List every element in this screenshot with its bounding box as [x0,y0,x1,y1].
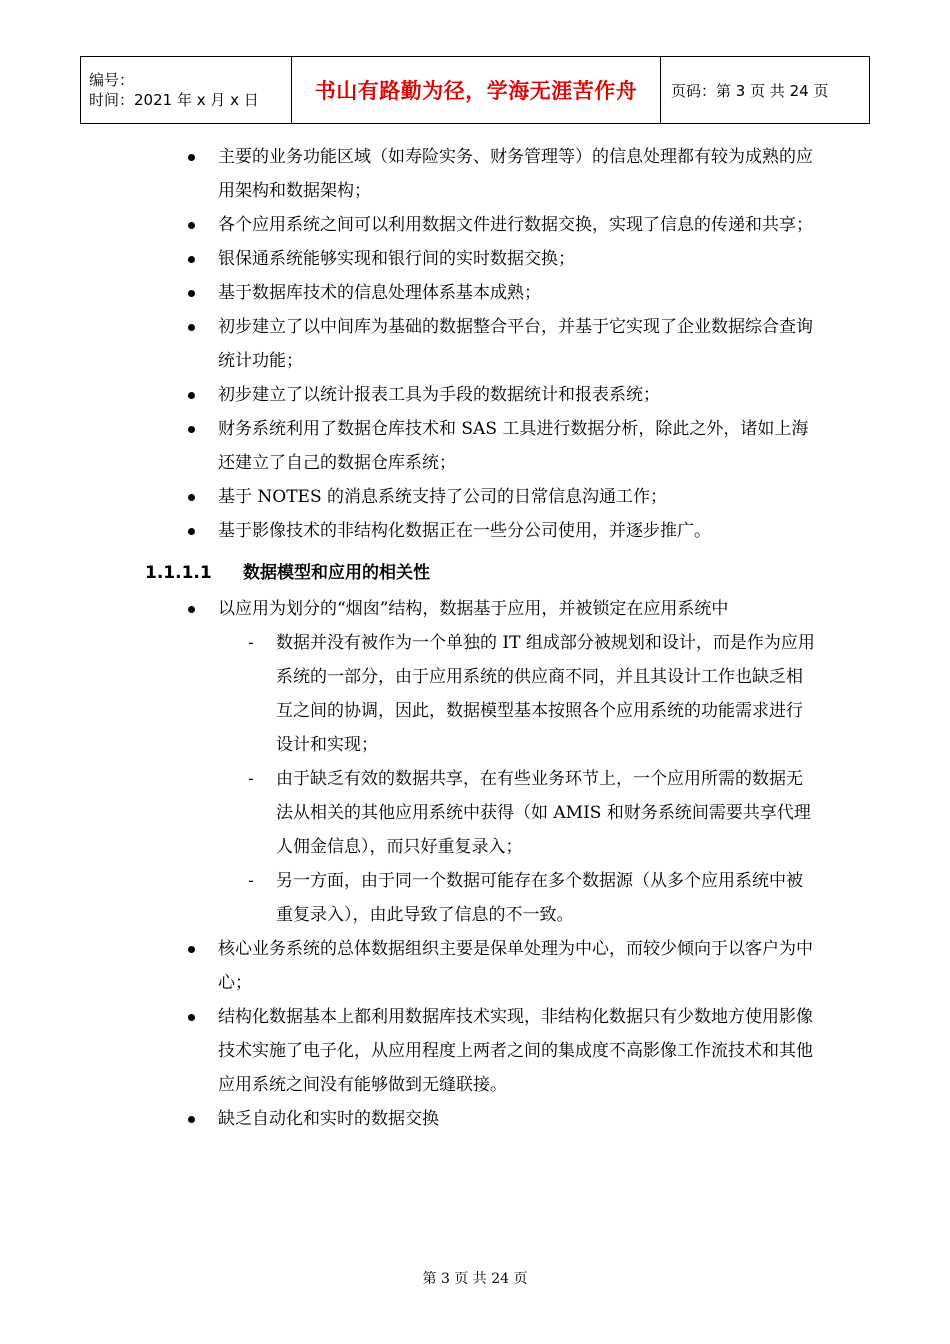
bullet-icon [188,946,195,953]
list-item [248,762,816,864]
bullet-icon [188,606,195,613]
dash-list [0,626,950,932]
bullet-icon [188,1116,195,1123]
list-item-text: 缺乏自动化和实时的数据交换 [218,1109,439,1129]
section-heading [145,556,950,590]
bullet-icon [188,256,195,263]
section-title: 数据模型和应用的相关性 [243,563,430,583]
dash-mark: - [248,871,254,891]
list-item-text: 主要的业务功能区域（如寿险实务、财务管理等）的信息处理都有较为成熟的应用架构和数据架构； [218,147,813,201]
list-item [218,310,818,378]
list-item [218,276,818,310]
list-item [218,412,818,480]
bullet-icon [188,494,195,501]
header-page-info: 页码：第 3 页 共 24 页 [661,57,870,124]
list-item [218,932,818,1000]
list-item-text: 基于影像技术的非结构化数据正在一些分公司使用，并逐步推广。 [218,521,711,541]
list-item-text: 以应用为划分的“烟囱”结构，数据基于应用，并被锁定在应用系统中 [218,599,729,619]
list-item [218,242,818,276]
dash-mark: - [248,769,254,789]
header-motto: 书山有路勤为径，学海无涯苦作舟 [292,57,661,124]
header-meta [81,57,292,124]
list-item-text: 核心业务系统的总体数据组织主要是保单处理为中心，而较少倾向于以客户为中心； [218,939,813,993]
bullet-icon [188,528,195,535]
page-footer: 第 3 页 共 24 页 [422,1271,528,1287]
page-header [80,56,870,124]
time-label: 时间：2021 年 x 月 x 日 [89,91,259,109]
list-item [218,208,818,242]
bullet-icon [188,392,195,399]
document-body [0,140,950,1136]
list-item-text: 初步建立了以中间库为基础的数据整合平台，并基于它实现了企业数据综合查询统计功能； [218,317,813,371]
list-item [218,1102,818,1136]
bullet-icon [188,426,195,433]
bullet-list-bottom [0,932,950,1136]
bullet-icon [188,1014,195,1021]
list-item-text: 由于缺乏有效的数据共享，在有些业务环节上，一个应用所需的数据无法从相关的其他应用系统中获得（如 AMIS 和财务系统间需要共享代理人佣金信息），而只好重复录入； [276,769,811,857]
list-item-text: 基于 NOTES 的消息系统支持了公司的日常信息沟通工作； [218,487,668,507]
list-item [218,378,818,412]
bullet-list-top [0,140,950,548]
list-item [218,480,818,514]
section-number: 1.1.1.1 [145,563,212,583]
bullet-icon [188,154,195,161]
list-item [218,514,818,548]
list-item-text: 基于数据库技术的信息处理体系基本成熟； [218,283,541,303]
list-item-text: 各个应用系统之间可以利用数据文件进行数据交换，实现了信息的传递和共享； [218,215,813,235]
dash-mark: - [248,633,254,653]
list-item [218,140,818,208]
list-item [218,592,818,626]
list-item [248,864,816,932]
list-item [248,626,816,762]
list-item-text: 另一方面，由于同一个数据可能存在多个数据源（从多个应用系统中被重复录入），由此导致了信息的不一致。 [276,871,803,925]
list-item-text: 银保通系统能够实现和银行间的实时数据交换； [218,249,575,269]
bullet-icon [188,324,195,331]
list-item-text: 财务系统利用了数据仓库技术和 SAS 工具进行数据分析，除此之外，诸如上海还建立了自己的数据仓库系统； [218,419,809,473]
bullet-icon [188,222,195,229]
number-label: 编号： [89,71,135,89]
list-item-text: 数据并没有被作为一个单独的 IT 组成部分被规划和设计，而是作为应用系统的一部分，由于应用系统的供应商不同，并且其设计工作也缺乏相互之间的协调，因此，数据模型基本按照各个应用系统的功能需求进行设计和实现； [276,633,815,755]
list-item [218,1000,818,1102]
list-item-text: 结构化数据基本上都利用数据库技术实现，非结构化数据只有少数地方使用影像技术实施了电子化，从应用程度上两者之间的集成度不高影像工作流技术和其他应用系统之间没有能够做到无缝联接。 [218,1007,813,1095]
list-item-text: 初步建立了以统计报表工具为手段的数据统计和报表系统； [218,385,660,405]
bullet-icon [188,290,195,297]
